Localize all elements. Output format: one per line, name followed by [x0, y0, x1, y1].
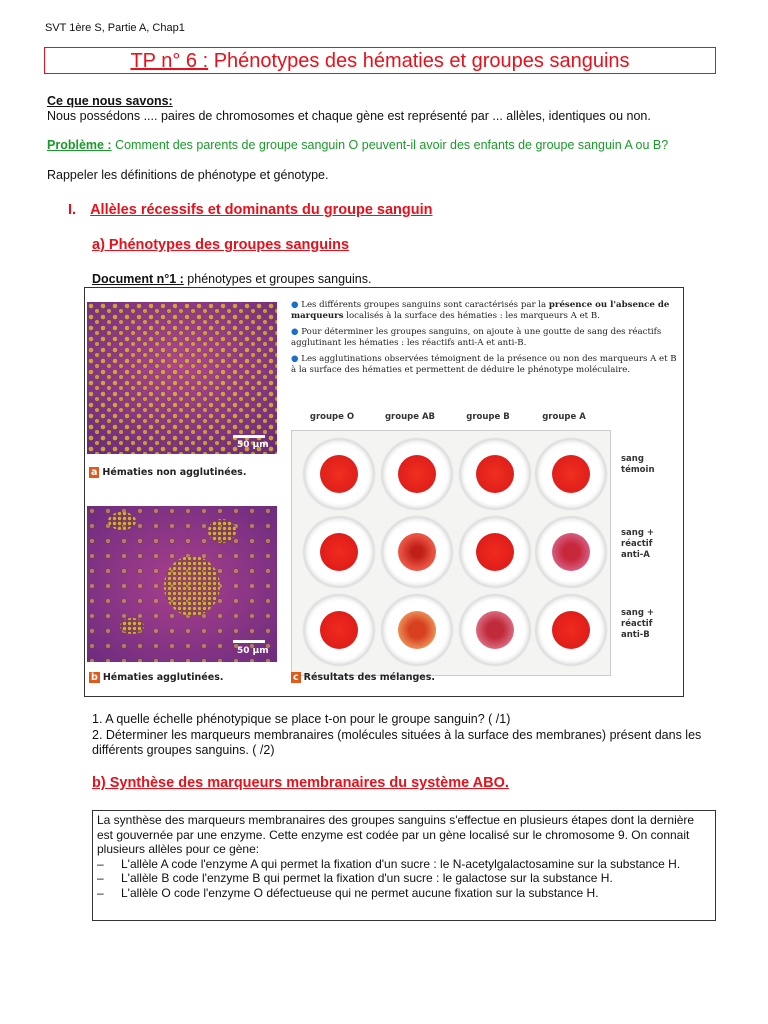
- well-a-control: [536, 439, 606, 509]
- row-label-control: sang témoin: [621, 454, 655, 475]
- result-plate: [291, 430, 611, 676]
- caption-a: a Hématies non agglutinées.: [91, 467, 247, 478]
- section1-title: Allèles récessifs et dominants du groupe sanguin: [90, 202, 433, 218]
- well-b-anti-b: [460, 595, 530, 665]
- caption-c: c Résultats des mélanges.: [293, 672, 436, 683]
- problem-statement: [47, 138, 737, 153]
- well-a-anti-b: [536, 595, 606, 665]
- column-header-o: groupe O: [309, 412, 355, 422]
- section1-number: I.: [68, 202, 77, 218]
- document1-label: Document n°1 :: [92, 272, 184, 286]
- row-label-anti-a: sang + réactif anti-A: [621, 528, 655, 560]
- problem-label: Problème :: [47, 138, 112, 152]
- well-o-anti-a: [304, 517, 374, 587]
- allele-o-item: – L'allèle O code l'enzyme O défectueuse qui ne permet aucune fixation sur la substance H.: [97, 885, 599, 900]
- column-header-a: groupe A: [542, 412, 586, 422]
- scale-bar-label-b: 50 µm: [237, 646, 269, 656]
- well-b-anti-a: [460, 517, 530, 587]
- intro-label: Ce que nous savons:: [47, 94, 173, 108]
- bullet-1: ● Les différents groupes sanguins sont caractérisés par la présence ou l'absence de marqueurs localisés à la surface des hématies : les marqueurs A et B.: [291, 300, 670, 321]
- well-a-anti-a: [536, 517, 606, 587]
- title-text: Phénotypes des hématies et groupes sanguins: [208, 50, 630, 72]
- question-1: 1. A quelle échelle phénotypique se place t-on pour le groupe sanguin? ( /1): [92, 712, 511, 726]
- well-ab-anti-a: [382, 517, 452, 587]
- bullet-2: ● Pour déterminer les groupes sanguins, on ajoute à une goutte de sang des réactifs agglutinant les hématies : les réactifs anti-A et anti-B.: [291, 327, 662, 348]
- synthesis-box: [92, 810, 716, 921]
- row-label-anti-b: sang + réactif anti-B: [621, 608, 655, 640]
- photo-agglutinated: [87, 506, 277, 662]
- figure-bullets: [291, 300, 679, 381]
- sub-b-heading: b) Synthèse des marqueurs membranaires du système ABO.: [92, 775, 509, 791]
- scale-bar-label-a: 50 µm: [237, 440, 269, 450]
- bullet-3: ● Les agglutinations observées témoignent de la présence ou non des marqueurs A et B à la surface des hématies et permettent de déduire le phénotype moléculaire.: [291, 354, 677, 375]
- column-header-ab: groupe AB: [384, 412, 436, 422]
- column-header-b: groupe B: [466, 412, 510, 422]
- synthesis-paragraph: La synthèse des marqueurs membranaires des groupes sanguins s'effectue en plusieurs étapes dont la dernière est gouvernée par une enzyme. Cette enzyme est codée par un gène localisé sur le chromosome 9. On connait plusieurs allèles pour ce gène:: [97, 813, 695, 857]
- allele-a-item: – L'allèle A code l'enzyme A qui permet la fixation d'un sucre : le N-acetylgalactosamine sur la substance H.: [97, 856, 681, 871]
- allele-b-item: – L'allèle B code l'enzyme B qui permet la fixation d'un sucre : le galactose sur la substance H.: [97, 871, 613, 886]
- well-o-anti-b: [304, 595, 374, 665]
- photo-non-agglutinated: [87, 302, 277, 454]
- well-ab-anti-b: [382, 595, 452, 665]
- caption-b: b Hématies agglutinées.: [91, 672, 224, 683]
- well-ab-control: [382, 439, 452, 509]
- well-o-control: [304, 439, 374, 509]
- title-prefix: TP n° 6 :: [130, 50, 209, 72]
- document1-caption: [92, 272, 371, 287]
- problem-text: Comment des parents de groupe sanguin O peuvent-il avoir des enfants de groupe sanguin A ou B?: [111, 138, 669, 152]
- course-header: SVT 1ère S, Partie A, Chap1: [45, 22, 185, 34]
- document1-text: phénotypes et groupes sanguins.: [183, 272, 372, 286]
- sub-a-heading: a) Phénotypes des groupes sanguins: [92, 237, 350, 253]
- section1-heading: [68, 202, 433, 218]
- recall-text: Rappeler les définitions de phénotype et génotype.: [47, 168, 329, 182]
- intro-text: Nous possédons .... paires de chromosomes et chaque gène est représenté par ... allèles, identiques ou non.: [47, 109, 651, 123]
- page-title: [44, 47, 716, 74]
- well-b-control: [460, 439, 530, 509]
- document1-figure: [84, 287, 684, 697]
- question-2: 2. Déterminer les marqueurs membranaires (molécules situées à la surface des membranes) présent dans les différents groupes sanguins. ( /2): [92, 728, 702, 757]
